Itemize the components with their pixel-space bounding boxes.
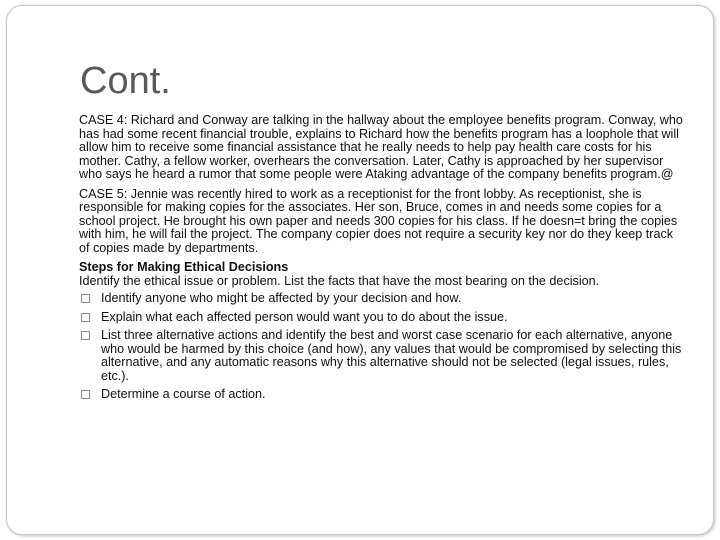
case-5-label: CASE 5	[79, 186, 124, 201]
step-text: Identify anyone who might be affected by your decision and how.	[101, 291, 462, 305]
step-text: List three alternative actions and identify the best and worst case scenario for each alternative, anyone who would be harmed by this choice (and how), any values that would be compromised by selecting this alternative, and any automatic reasons why this alternative should not be selected (legal issues, rules, etc.).	[101, 328, 682, 383]
step-text: Explain what each affected person would want you to do about the issue.	[101, 309, 508, 324]
case-4-label: CASE 4	[79, 113, 124, 127]
steps-list	[79, 292, 684, 402]
checkbox-bullet-icon	[81, 294, 90, 303]
checkbox-bullet-icon	[81, 390, 90, 399]
checkbox-bullet-icon	[81, 331, 90, 340]
list-item	[79, 292, 684, 306]
case-5-text: : Jennie was recently hired to work as a receptionist for the front lobby. As receptionist, she is responsible for making copies for the associates. Her son, Bruce, comes in and needs some copies for a school project. He brought his own paper and needs 300 copies for his class. If he doesn=t bring the copies with him, he will fail the project. The company copier does not require a security key nor do they keep track of copies made by departments.	[79, 186, 678, 255]
step-text: Determine a course of action.	[101, 387, 266, 401]
steps-intro: Identify the ethical issue or problem. List the facts that have the most bearing on the decision.	[79, 273, 600, 288]
case-4-text: : Richard and Conway are talking in the hallway about the employee benefits program. Conway, who has had some recent financial trouble, explains to Richard how the benefits program has a loophole that will allow him to receive some financial assistance that he really needs to help pay health care costs for his mother. Cathy, a fellow worker, overhears the conversation. Later, Cathy is approached by her supervisor who says he heard a rumor that some people were Ataking advantage of the company benefits program.@	[79, 113, 683, 181]
case-4-paragraph	[79, 114, 684, 182]
steps-heading: Steps for Making Ethical Decisions	[79, 260, 289, 274]
slide-title: Cont.	[80, 60, 171, 102]
list-item	[79, 329, 684, 383]
list-item	[79, 311, 684, 325]
slide-content	[79, 114, 684, 407]
case-5-paragraph	[79, 188, 684, 256]
checkbox-bullet-icon	[81, 313, 90, 322]
list-item	[79, 388, 684, 402]
